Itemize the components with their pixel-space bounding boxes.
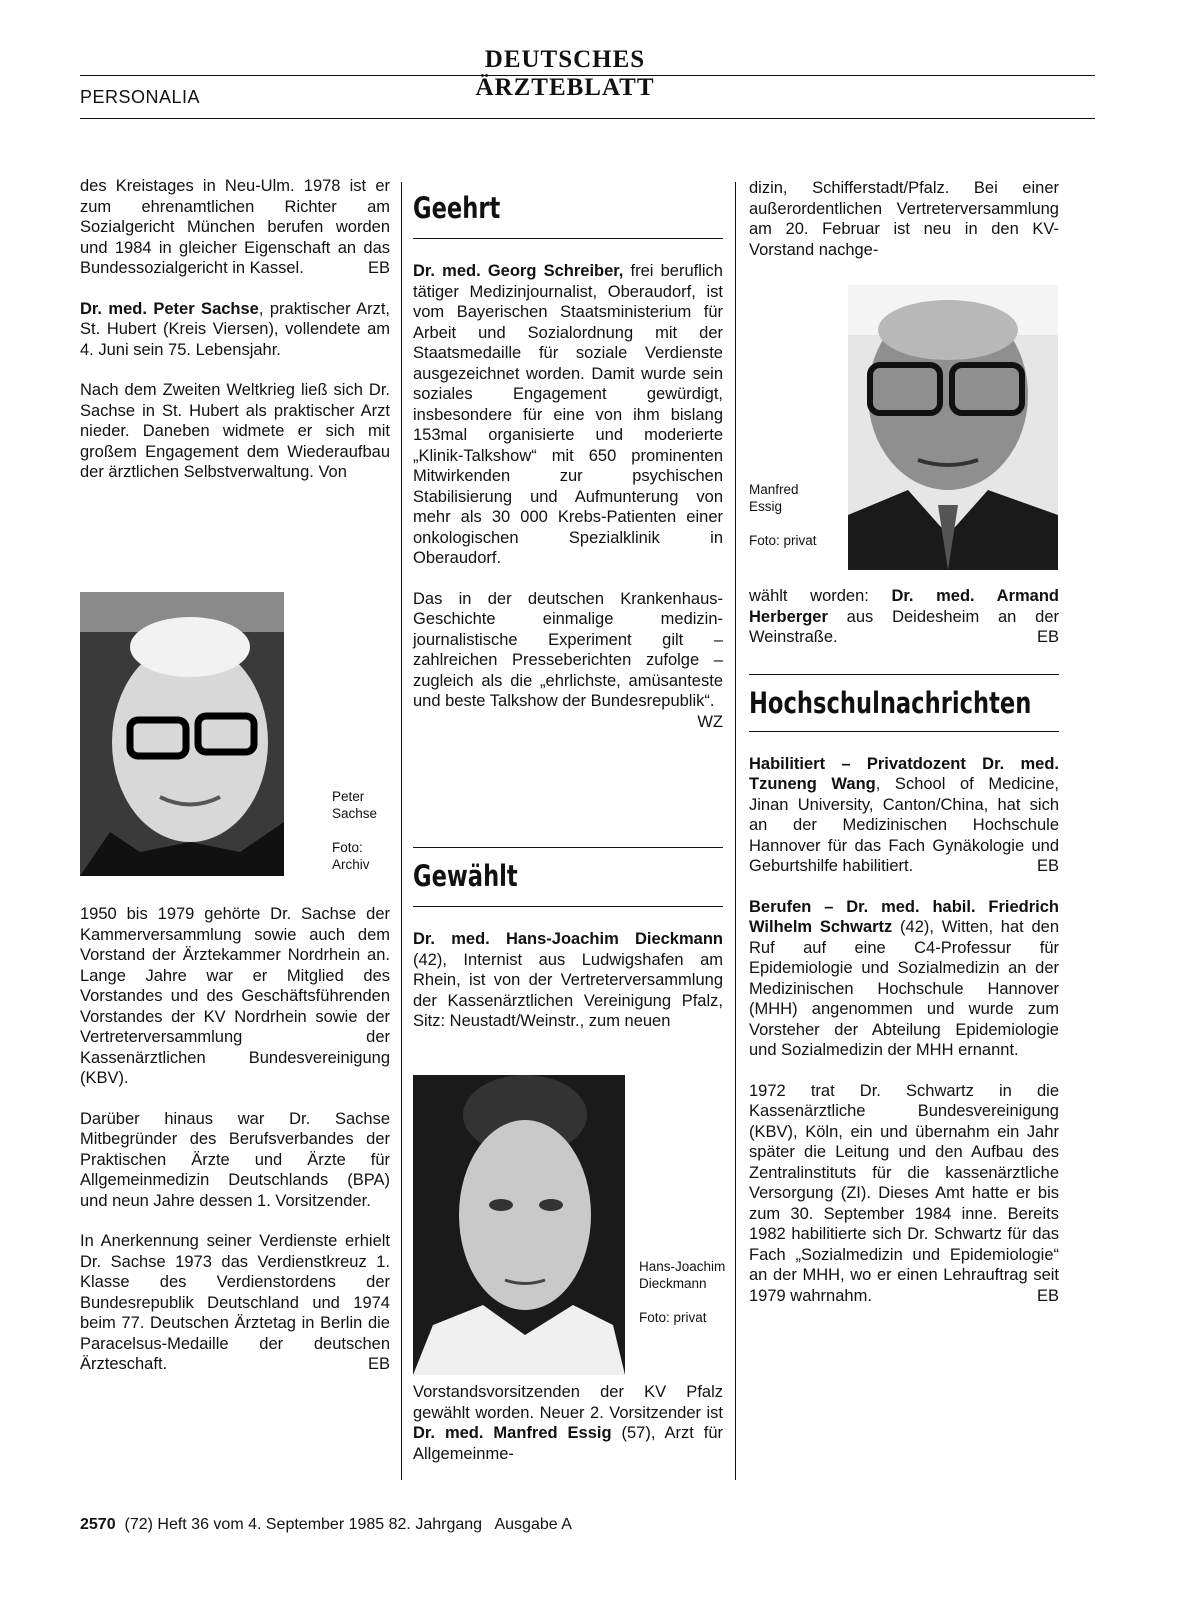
person-name: Dr. med. Georg Schreiber,	[413, 262, 624, 280]
person-name: Berufen – Dr. med. habil. Friedrich Wilhelm Schwartz	[749, 897, 1059, 936]
caption-credit: Foto: privat	[749, 533, 817, 548]
person-name: Dr. med. Hans-Joachim Dieckmann	[413, 930, 723, 948]
paragraph	[80, 299, 390, 361]
paragraph	[413, 929, 723, 1032]
caption-credit: Foto: Archiv	[332, 840, 370, 872]
person-name: Dr. med. Armand Herberger	[749, 587, 1059, 626]
heading-hochschulnachrichten: Hochschulnachrichten	[749, 685, 1032, 720]
photo-hans-joachim-dieckmann	[413, 1075, 625, 1375]
portrait-image	[80, 592, 284, 876]
paragraph: Darüber hinaus war Dr. Sachse Mitbegründer des Berufsverbandes der Praktischen Ärzte und Ärzte für Allgemeinmedizin Deutschlands (BPA) und neun Jahre dessen 1. Vorsitzender.	[80, 1109, 390, 1210]
paragraph	[80, 176, 390, 279]
column-2	[413, 182, 723, 732]
page-footer	[80, 1516, 572, 1534]
heading-geehrt: Geehrt	[413, 191, 501, 225]
signature: EB	[367, 259, 390, 277]
column-2-continued	[413, 1382, 723, 1484]
signature: EB	[367, 1355, 390, 1373]
caption-name: Manfred Essig	[749, 482, 799, 514]
paragraph	[413, 261, 723, 569]
paragraph	[749, 897, 1059, 1061]
section-rule	[80, 118, 1095, 119]
photo-manfred-essig	[848, 285, 1058, 570]
paragraph-text: In Anerkennung seiner Verdienste erhielt Dr. Sachse 1973 das Verdienstkreuz 1. Klasse des Verdienstordens der Bundesrepublik Deutschland und 1974 beim 77. Deutschen Ärztetag in Berlin die Paracelsus-Medaille der deutschen Ärzteschaft.	[80, 1232, 390, 1373]
paragraph	[749, 1081, 1059, 1307]
heading-rule	[749, 731, 1059, 732]
portrait-image	[413, 1075, 625, 1375]
paragraph	[749, 586, 1059, 648]
portrait-image	[848, 285, 1058, 570]
photo-caption	[332, 788, 392, 873]
column-divider	[401, 182, 402, 1480]
paragraph-text: (42), Witten, hat den Ruf auf eine C4-Professur für Epidemiologie und Sozialmedizin an der Medizinischen Hochschule Hannover (MHH) angenommen und wurde zum Vorsteher der Abteilung Epidemiologie und Sozialmedizin der MHH ernannt.	[749, 918, 1059, 1059]
paragraph	[80, 1231, 390, 1375]
heading-rule-top	[749, 674, 1059, 675]
caption-name: Hans-Joachim Dieckmann	[639, 1259, 726, 1291]
caption-credit: Foto: privat	[639, 1310, 707, 1325]
page-number: 2570	[80, 1516, 116, 1533]
masthead: DEUTSCHES ÄRZTEBLATT	[475, 46, 655, 101]
paragraph-text: wählt worden:	[749, 587, 892, 605]
column-3	[749, 178, 1059, 280]
signature: WZ	[697, 712, 723, 731]
heading-rule	[413, 906, 723, 907]
column-1	[80, 176, 390, 503]
heading-rule	[413, 238, 723, 239]
paragraph: Nach dem Zweiten Weltkrieg ließ sich Dr. Sachse in St. Hubert als praktischer Arzt nieder. Daneben widmete er sich mit großem Engagement dem Wiederaufbau der ärztlichen Selbstverwaltung. Von	[80, 381, 390, 481]
paragraph	[413, 589, 723, 731]
paragraph-text: des Kreistages in Neu-Ulm. 1978 ist er zum ehrenamtlichen Richter am Sozialgericht München berufen worden und 1984 in gleicher Eigenschaft an das Bundessozialgericht in Kassel.	[80, 177, 390, 277]
column-divider	[735, 182, 736, 1480]
signature: EB	[1036, 1286, 1059, 1305]
paragraph: 1950 bis 1979 gehörte Dr. Sachse der Kammerversammlung sowie auch dem Vorstand der Ärztekammer Nordrhein an. Lange Jahre war er Mitglied des Vorstandes und des Geschäftsführenden Vorstandes der KV Nordrhein sowie der Vertreterversammlung der Kassenärztlichen Bundesvereinigung (KBV).	[80, 905, 390, 1087]
column-1-continued	[80, 904, 390, 1395]
paragraph	[413, 1382, 723, 1464]
paragraph-text: (42), Internist aus Ludwigshafen am Rhein, ist von der Vertreterversammlung der Kassenärztlichen Vereinigung Pfalz, Sitz: Neustadt/Weinstr., zum neuen	[413, 950, 723, 1030]
paragraph-text: aus Deidesheim an der Weinstraße.	[749, 607, 1059, 646]
heading-rule-top	[413, 847, 723, 848]
column-2-gewaehlt	[413, 847, 723, 1052]
heading-gewaehlt: Gewählt	[413, 859, 518, 893]
paragraph-text: Vorstandsvorsitzenden der KV Pfalz gewählt worden. Neuer 2. Vorsitzender ist	[413, 1383, 723, 1422]
person-name: Dr. med. Manfred Essig	[413, 1424, 612, 1442]
paragraph-text: , praktischer Arzt, St. Hubert (Kreis Viersen), vollendete am 4. Juni sein 75. Lebensjahr.	[80, 299, 390, 359]
photo-caption	[639, 1258, 729, 1326]
photo-peter-sachse	[80, 592, 284, 876]
column-3-continued	[749, 586, 1059, 1326]
section-label: PERSONALIA	[80, 87, 201, 107]
issue-info: (72) Heft 36 vom 4. September 1985 82. Jahrgang Ausgabe A	[124, 1516, 572, 1533]
paragraph-text: Das in der deutschen Krankenhaus-Geschichte einmalige medizin-journalistische Experiment gilt – zahlreichen Presseberichten zufolge – zugleich als die „ehrlichste, amüsanteste und beste Talkshow der Bundesrepublik“.	[413, 589, 723, 710]
person-name: Dr. med. Peter Sachse	[80, 299, 259, 318]
person-name: Habilitiert – Privatdozent Dr. med. Tzuneng Wang	[749, 754, 1059, 793]
paragraph: dizin, Schifferstadt/Pfalz. Bei einer außerordentlichen Vertreterversammlung am 20. Februar ist neu in den KV-Vorstand nachge-	[749, 179, 1059, 259]
paragraph-text: frei beruflich tätiger Medizinjournalist, Oberaudorf, ist vom Bayerischen Staatsministerium für Arbeit und Sozialordnung mit der Staatsmedaille für soziale Verdienste ausgezeichnet worden. Damit wurde sein soziales Engagement gewürdigt, insbesondere für eine von ihm bislang 153mal organisierte und moderierte „Klinik-Talkshow“ mit 650 prominenten Mitwirkenden zur psychischen Stabilisierung und Aufmunterung von mehr als 30 000 Krebs-Patienten einer onkologischen Spezialklinik in Oberaudorf.	[413, 262, 723, 567]
signature: EB	[1036, 628, 1059, 646]
paragraph	[749, 754, 1059, 877]
caption-name: Peter Sachse	[332, 789, 378, 821]
signature: EB	[1036, 857, 1059, 875]
paragraph-text: , School of Medicine, Jinan University, Canton/China, hat sich an der Medizinischen Hochschule Hannover für das Fach Gynäkologie und Geburtshilfe habilitiert.	[749, 775, 1059, 875]
paragraph-text: (57), Arzt für Allgemeinme-	[413, 1424, 724, 1463]
header-rule	[80, 75, 1095, 76]
paragraph-text: 1972 trat Dr. Schwartz in die Kassenärztliche Bundesvereinigung (KBV), Köln, ein und übernahm ein Jahr später die Leitung und den Aufbau des Zentralinstituts für die kassenärztliche Versorgung (ZI). Dieses Amt hatte er bis zum 30. September 1984 inne. Bereits 1982 habilitierte sich Dr. Schwartz für das Fach „Sozialmedizin und Epidemiologie“ an der MHH, wo er einen Lehrauftrag seit 1979 wahrnahm.	[749, 1081, 1059, 1305]
photo-caption	[749, 481, 829, 549]
